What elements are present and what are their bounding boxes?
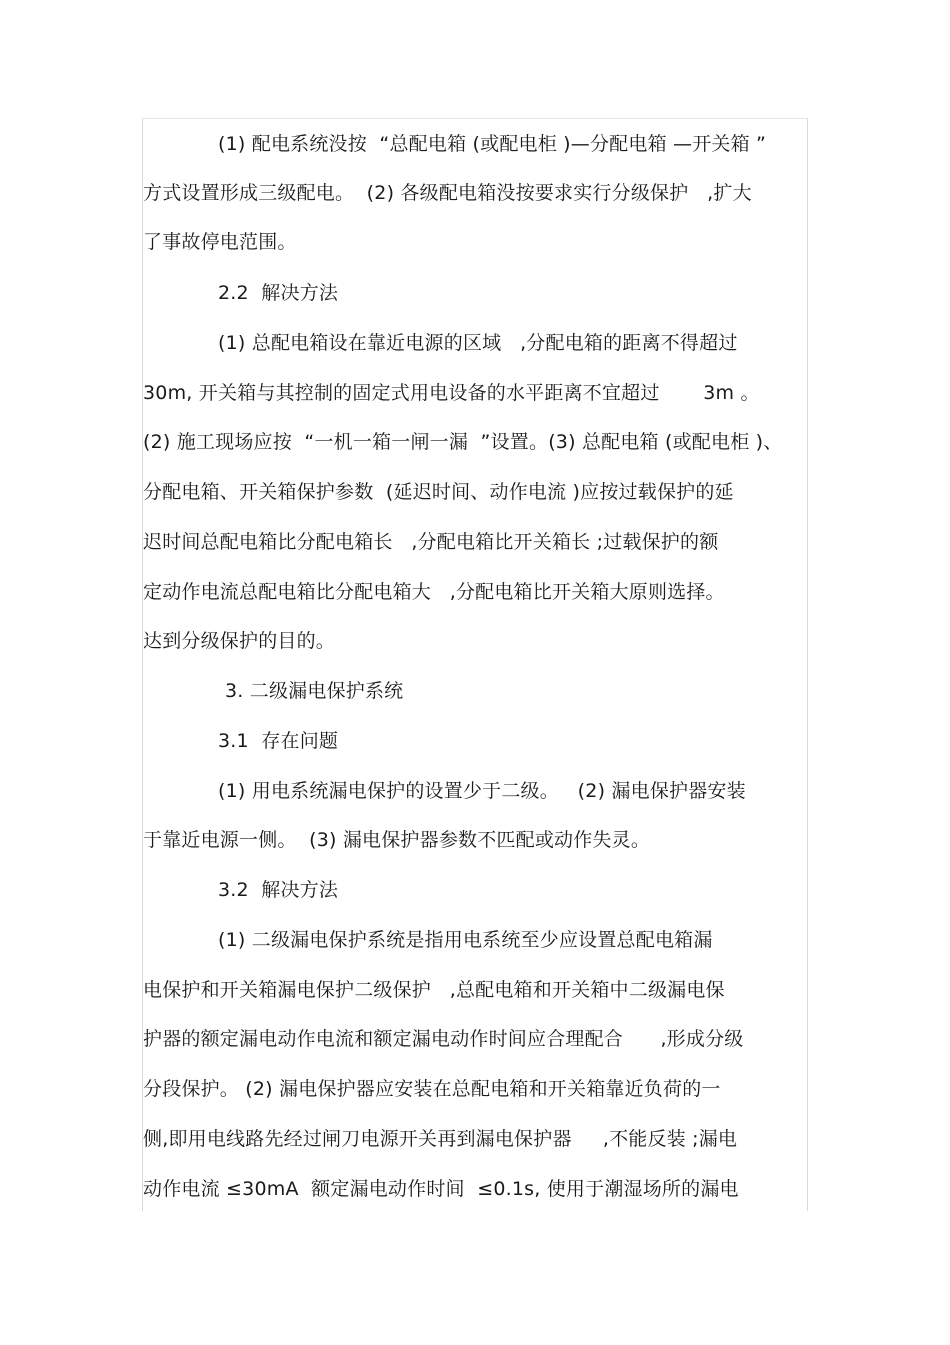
paragraph-line: 30m, 开关箱与其控制的固定式用电设备的水平距离不宜超过 3m 。: [143, 382, 760, 404]
paragraph-line: 迟时间总配电箱比分配电箱长 ,分配电箱比开关箱长 ;过载保护的额: [143, 531, 719, 553]
paragraph-line: (1) 总配电箱设在靠近电源的区域 ,分配电箱的距离不得超过: [218, 332, 738, 354]
paragraph-line: 于靠近电源一侧。 (3) 漏电保护器参数不匹配或动作失灵。: [143, 829, 651, 851]
paragraph-line: 达到分级保护的目的。: [143, 630, 336, 652]
paragraph-line: (1) 用电系统漏电保护的设置少于二级。 (2) 漏电保护器安装: [218, 780, 746, 802]
page-frame: [142, 118, 808, 1211]
paragraph-line: (1) 配电系统没按 “总配电箱 (或配电柜 )—分配电箱 —开关箱 ”: [218, 133, 767, 155]
paragraph-line: (1) 二级漏电保护系统是指用电系统至少应设置总配电箱漏: [218, 929, 713, 951]
paragraph-line: 定动作电流总配电箱比分配电箱大 ,分配电箱比开关箱大原则选择。: [143, 581, 725, 603]
paragraph-line: 方式设置形成三级配电。 (2) 各级配电箱没按要求实行分级保护 ,扩大: [143, 182, 752, 204]
section-heading: 2.2 解决方法: [218, 282, 339, 304]
paragraph-line: 侧,即用电线路先经过闸刀电源开关再到漏电保护器 ,不能反装 ;漏电: [143, 1128, 738, 1150]
section-heading: 3.1 存在问题: [218, 730, 339, 752]
paragraph-line: 分段保护。 (2) 漏电保护器应安装在总配电箱和开关箱靠近负荷的一: [143, 1078, 721, 1100]
paragraph-line: 分配电箱、开关箱保护参数 (延迟时间、动作电流 )应按过载保护的延: [143, 481, 734, 503]
paragraph-line: 了事故停电范围。: [143, 231, 297, 253]
paragraph-line: 动作电流 ≤30mA 额定漏电动作时间 ≤0.1s, 使用于潮湿场所的漏电: [143, 1178, 739, 1200]
section-heading: 3. 二级漏电保护系统: [225, 680, 404, 702]
paragraph-line: 护器的额定漏电动作电流和额定漏电动作时间应合理配合 ,形成分级: [143, 1028, 744, 1050]
paragraph-line: 电保护和开关箱漏电保护二级保护 ,总配电箱和开关箱中二级漏电保: [143, 979, 725, 1001]
paragraph-line: (2) 施工现场应按 “一机一箱一闸一漏 ”设置。(3) 总配电箱 (或配电柜 )、: [143, 431, 783, 453]
section-heading: 3.2 解决方法: [218, 879, 339, 901]
